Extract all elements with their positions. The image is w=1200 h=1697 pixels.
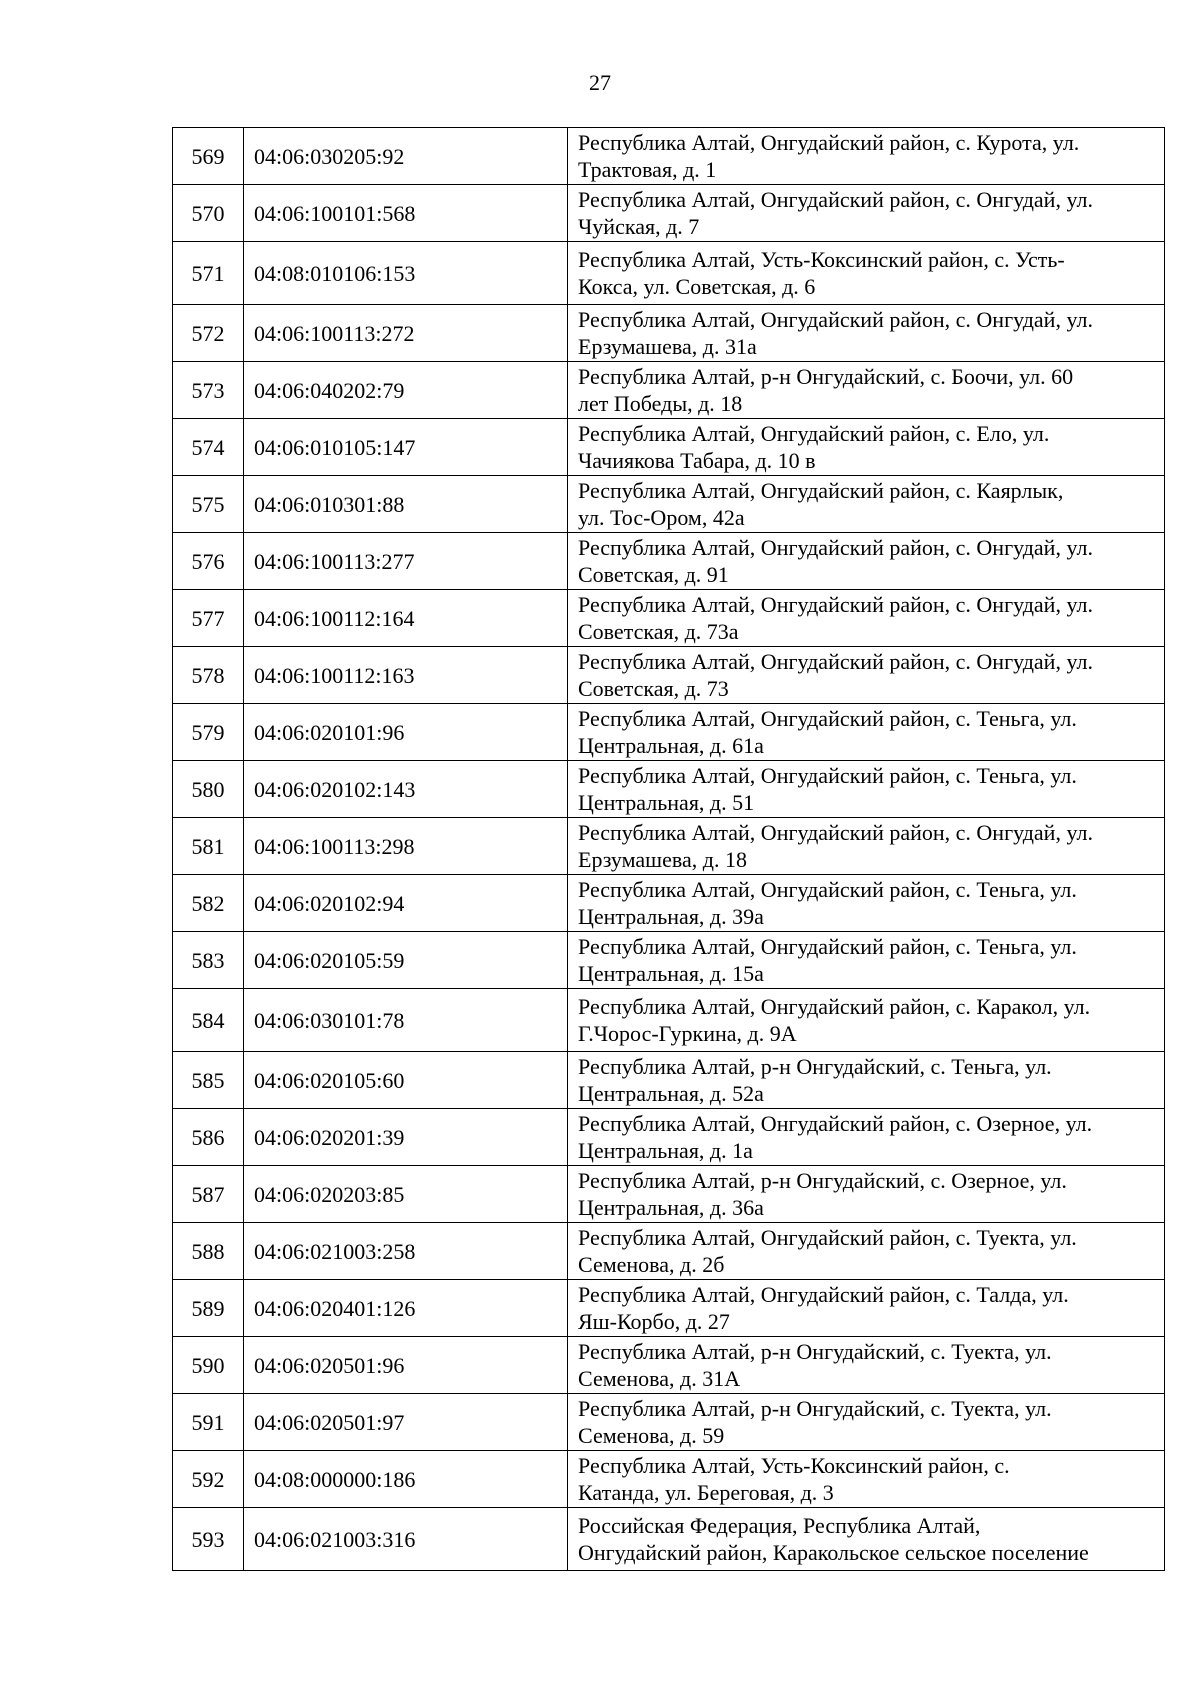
cadastral-number-cell: 04:06:020201:39 — [244, 1109, 568, 1166]
address-line: Семенова, д. 31А — [578, 1366, 741, 1391]
row-number-cell: 571 — [173, 242, 244, 305]
address-cell — [568, 1394, 1165, 1451]
address-cell — [568, 185, 1165, 242]
address-cell — [568, 647, 1165, 704]
registry-table-body — [173, 128, 1165, 1571]
row-number-cell: 593 — [173, 1508, 244, 1571]
row-number-cell: 582 — [173, 875, 244, 932]
page-number: 27 — [589, 70, 611, 95]
row-number-cell: 585 — [173, 1052, 244, 1109]
row-number-cell: 590 — [173, 1337, 244, 1394]
table-row — [173, 1394, 1165, 1451]
address-line: Онгудайский район, Каракольское сельское поселение — [578, 1540, 1089, 1565]
row-number-cell: 577 — [173, 590, 244, 647]
table-row — [173, 533, 1165, 590]
registry-table — [172, 127, 1165, 1571]
address-cell — [568, 1337, 1165, 1394]
row-number-cell: 591 — [173, 1394, 244, 1451]
address-line: Республика Алтай, Онгудайский район, с. Теньга, ул. — [578, 706, 1077, 731]
cadastral-number-cell: 04:06:020102:143 — [244, 761, 568, 818]
row-number-cell: 576 — [173, 533, 244, 590]
row-number-cell: 578 — [173, 647, 244, 704]
cadastral-number-cell: 04:06:020101:96 — [244, 704, 568, 761]
table-row — [173, 362, 1165, 419]
cadastral-number-cell: 04:08:000000:186 — [244, 1451, 568, 1508]
row-number-cell: 579 — [173, 704, 244, 761]
address-line: Республика Алтай, Онгудайский район, с. Каярлык, — [578, 478, 1064, 503]
address-line: Республика Алтай, р-н Онгудайский, с. Теньга, ул. — [578, 1054, 1052, 1079]
cadastral-number-cell: 04:06:020501:96 — [244, 1337, 568, 1394]
address-cell — [568, 1166, 1165, 1223]
table-row — [173, 704, 1165, 761]
address-line: Республика Алтай, Онгудайский район, с. Теньга, ул. — [578, 934, 1077, 959]
address-line: Яш-Корбо, д. 27 — [578, 1309, 730, 1334]
table-row — [173, 1508, 1165, 1571]
table-row — [173, 1166, 1165, 1223]
address-cell — [568, 932, 1165, 989]
address-cell — [568, 533, 1165, 590]
table-row — [173, 875, 1165, 932]
table-row — [173, 242, 1165, 305]
table-row — [173, 761, 1165, 818]
row-number-cell: 589 — [173, 1280, 244, 1337]
address-line: Центральная, д. 36а — [578, 1195, 764, 1220]
address-cell — [568, 704, 1165, 761]
table-row — [173, 1052, 1165, 1109]
cadastral-number-cell: 04:06:010105:147 — [244, 419, 568, 476]
row-number-cell: 587 — [173, 1166, 244, 1223]
address-line: Республика Алтай, Онгудайский район, с. Туекта, ул. — [578, 1225, 1077, 1250]
address-line: Республика Алтай, Онгудайский район, с. Талда, ул. — [578, 1282, 1069, 1307]
address-line: Центральная, д. 52а — [578, 1081, 764, 1106]
address-line: Республика Алтай, Усть-Коксинский район, с. — [578, 1453, 1010, 1478]
cadastral-number-cell: 04:06:010301:88 — [244, 476, 568, 533]
address-line: Республика Алтай, Онгудайский район, с. Онгудай, ул. — [578, 649, 1093, 674]
address-cell — [568, 875, 1165, 932]
address-cell — [568, 242, 1165, 305]
row-number-cell: 586 — [173, 1109, 244, 1166]
address-line: Республика Алтай, Усть-Коксинский район, с. Усть- — [578, 247, 1065, 272]
cadastral-number-cell: 04:06:020105:60 — [244, 1052, 568, 1109]
table-row — [173, 419, 1165, 476]
row-number-cell: 583 — [173, 932, 244, 989]
row-number-cell: 592 — [173, 1451, 244, 1508]
row-number-cell: 581 — [173, 818, 244, 875]
address-line: Ерзумашева, д. 18 — [578, 847, 747, 872]
address-cell — [568, 305, 1165, 362]
address-line: Советская, д. 73 — [578, 676, 729, 701]
table-row — [173, 185, 1165, 242]
table-row — [173, 1280, 1165, 1337]
address-line: Республика Алтай, р-н Онгудайский, с. Туекта, ул. — [578, 1339, 1052, 1364]
address-line: Республика Алтай, Онгудайский район, с. Онгудай, ул. — [578, 187, 1093, 212]
cadastral-number-cell: 04:06:100112:163 — [244, 647, 568, 704]
table-row — [173, 647, 1165, 704]
cadastral-number-cell: 04:06:100113:298 — [244, 818, 568, 875]
row-number-cell: 575 — [173, 476, 244, 533]
address-line: Республика Алтай, р-н Онгудайский, с. Боочи, ул. 60 — [578, 364, 1074, 389]
row-number-cell: 584 — [173, 989, 244, 1052]
table-row — [173, 590, 1165, 647]
cadastral-number-cell: 04:06:020401:126 — [244, 1280, 568, 1337]
address-cell — [568, 1052, 1165, 1109]
address-line: Советская, д. 73а — [578, 619, 739, 644]
table-row — [173, 305, 1165, 362]
cadastral-number-cell: 04:06:040202:79 — [244, 362, 568, 419]
address-line: Г.Чорос-Гуркина, д. 9А — [578, 1021, 797, 1046]
address-line: Республика Алтай, Онгудайский район, с. Каракол, ул. — [578, 994, 1091, 1019]
address-cell — [568, 1223, 1165, 1280]
address-line: Советская, д. 91 — [578, 562, 729, 587]
table-row — [173, 476, 1165, 533]
table-row — [173, 932, 1165, 989]
cadastral-number-cell: 04:06:100113:277 — [244, 533, 568, 590]
row-number-cell: 569 — [173, 128, 244, 185]
address-cell — [568, 1508, 1165, 1571]
address-line: Семенова, д. 2б — [578, 1252, 725, 1277]
address-line: Трактовая, д. 1 — [578, 157, 717, 182]
address-cell — [568, 590, 1165, 647]
table-row — [173, 1109, 1165, 1166]
address-line: Центральная, д. 15а — [578, 961, 764, 986]
address-cell — [568, 128, 1165, 185]
address-cell — [568, 476, 1165, 533]
cadastral-number-cell: 04:06:021003:316 — [244, 1508, 568, 1571]
address-line: Семенова, д. 59 — [578, 1423, 725, 1448]
address-line: Кокса, ул. Советская, д. 6 — [578, 274, 816, 299]
address-cell — [568, 1451, 1165, 1508]
address-line: Республика Алтай, Онгудайский район, с. Теньга, ул. — [578, 877, 1077, 902]
address-line: Республика Алтай, Онгудайский район, с. Онгудай, ул. — [578, 307, 1093, 332]
address-cell — [568, 1280, 1165, 1337]
cadastral-number-cell: 04:06:020203:85 — [244, 1166, 568, 1223]
address-line: Республика Алтай, р-н Онгудайский, с. Озерное, ул. — [578, 1168, 1067, 1193]
address-line: Катанда, ул. Береговая, д. 3 — [578, 1480, 834, 1505]
cadastral-number-cell: 04:06:100101:568 — [244, 185, 568, 242]
address-line: Республика Алтай, Онгудайский район, с. Ело, ул. — [578, 421, 1050, 446]
address-cell — [568, 761, 1165, 818]
table-row — [173, 989, 1165, 1052]
address-line: лет Победы, д. 18 — [578, 391, 743, 416]
address-line: Российская Федерация, Республика Алтай, — [578, 1513, 981, 1538]
address-cell — [568, 362, 1165, 419]
cadastral-number-cell: 04:06:100113:272 — [244, 305, 568, 362]
address-line: Центральная, д. 39а — [578, 904, 764, 929]
row-number-cell: 570 — [173, 185, 244, 242]
row-number-cell: 580 — [173, 761, 244, 818]
address-line: Республика Алтай, р-н Онгудайский, с. Туекта, ул. — [578, 1396, 1052, 1421]
row-number-cell: 573 — [173, 362, 244, 419]
address-cell — [568, 1109, 1165, 1166]
address-line: Чуйская, д. 7 — [578, 214, 700, 239]
address-cell — [568, 989, 1165, 1052]
table-row — [173, 128, 1165, 185]
address-line: Центральная, д. 51 — [578, 790, 755, 815]
address-cell — [568, 818, 1165, 875]
row-number-cell: 588 — [173, 1223, 244, 1280]
row-number-cell: 574 — [173, 419, 244, 476]
cadastral-number-cell: 04:06:020102:94 — [244, 875, 568, 932]
address-line: ул. Тос-Ором, 42а — [578, 505, 745, 530]
cadastral-number-cell: 04:06:030205:92 — [244, 128, 568, 185]
cadastral-number-cell: 04:06:020501:97 — [244, 1394, 568, 1451]
address-line: Республика Алтай, Онгудайский район, с. Курота, ул. — [578, 130, 1080, 155]
address-line: Республика Алтай, Онгудайский район, с. Онгудай, ул. — [578, 535, 1093, 560]
address-line: Чачиякова Табара, д. 10 в — [578, 448, 816, 473]
cadastral-number-cell: 04:06:100112:164 — [244, 590, 568, 647]
row-number-cell: 572 — [173, 305, 244, 362]
address-line: Ерзумашева, д. 31а — [578, 334, 757, 359]
cadastral-number-cell: 04:08:010106:153 — [244, 242, 568, 305]
cadastral-number-cell: 04:06:021003:258 — [244, 1223, 568, 1280]
cadastral-number-cell: 04:06:030101:78 — [244, 989, 568, 1052]
table-row — [173, 1337, 1165, 1394]
cadastral-number-cell: 04:06:020105:59 — [244, 932, 568, 989]
table-row — [173, 818, 1165, 875]
address-line: Республика Алтай, Онгудайский район, с. Онгудай, ул. — [578, 592, 1093, 617]
address-line: Центральная, д. 1а — [578, 1138, 753, 1163]
address-cell — [568, 419, 1165, 476]
table-row — [173, 1451, 1165, 1508]
table-row — [173, 1223, 1165, 1280]
address-line: Центральная, д. 61а — [578, 733, 764, 758]
address-line: Республика Алтай, Онгудайский район, с. Теньга, ул. — [578, 763, 1077, 788]
address-line: Республика Алтай, Онгудайский район, с. Онгудай, ул. — [578, 820, 1093, 845]
address-line: Республика Алтай, Онгудайский район, с. Озерное, ул. — [578, 1111, 1093, 1136]
